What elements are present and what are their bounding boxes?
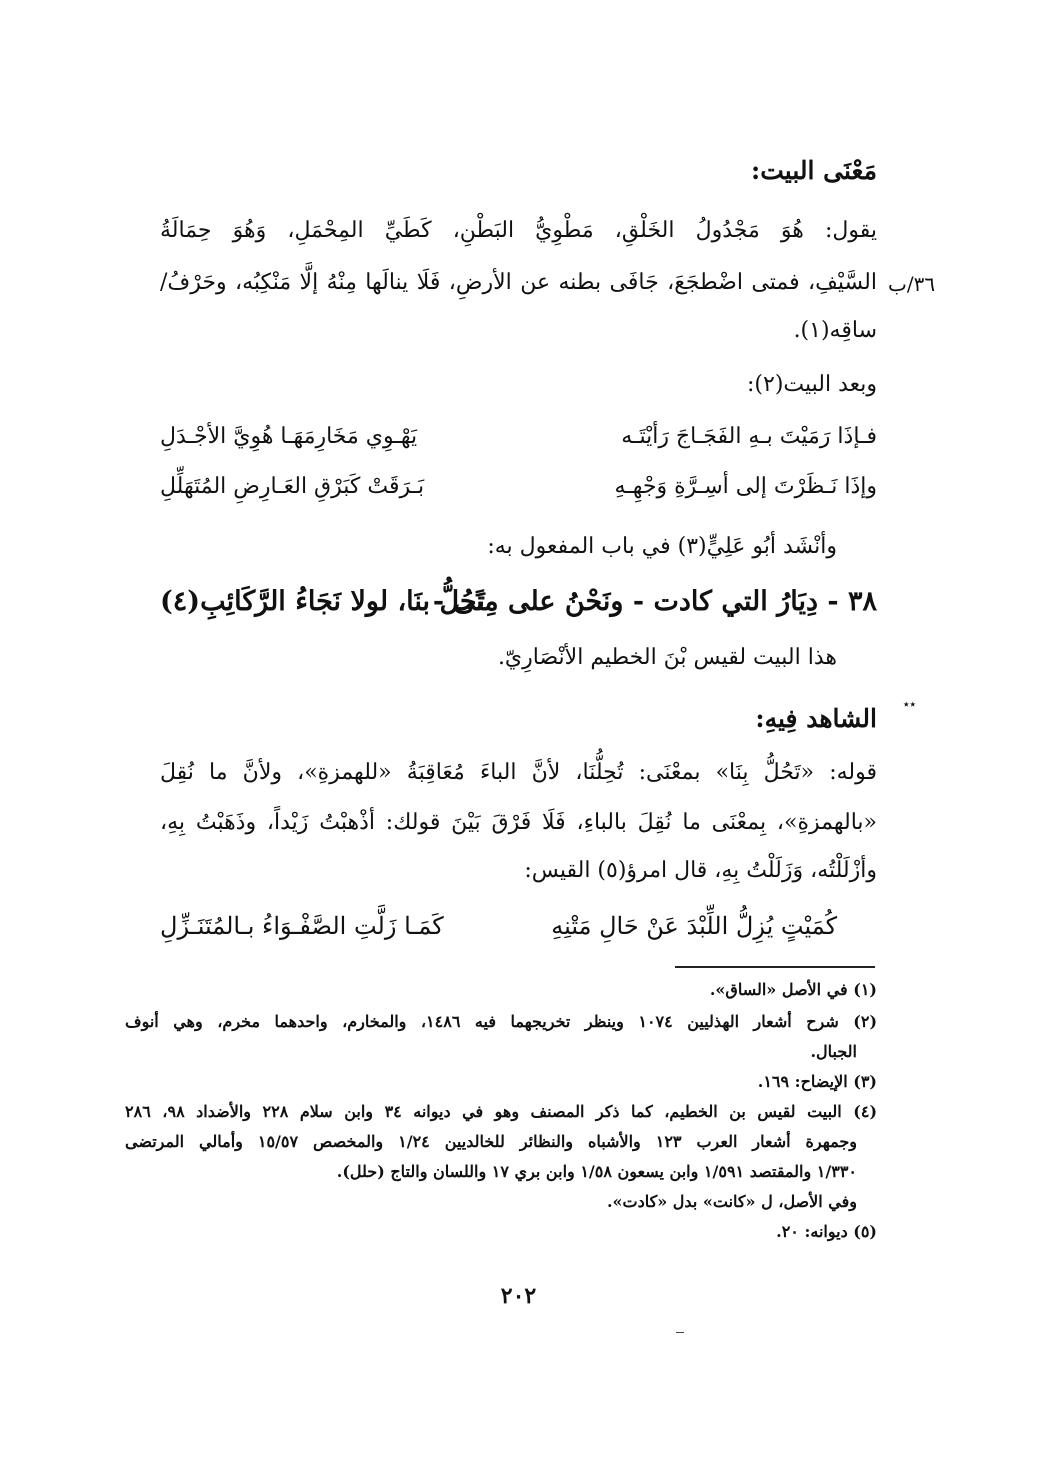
footnote-4-cont3: وفي الأصل، ل «كانت» بدل «كادت». — [606, 1192, 857, 1211]
attribution-line: هذا البيت لقيس بْنَ الخطيم الأنْصَارِيّ. — [497, 645, 837, 670]
abu-ali-line: وأنْشَد أبُو عَلِيٍّ(٣) في باب المفعول به: — [487, 534, 837, 559]
heading-meaning: مَعْنَى البيت: — [751, 156, 877, 185]
footnote-4-cont1: وجمهرة أشعار العرب ١٢٣ والأشباه والنظائر للخالديين ١/٢٤ والمخصص ١٥/٥٧ وأمالي المرتضى — [125, 1132, 858, 1151]
footnote-4-cont2: ١/٣٣٠ والمقتصد ١/٥٩١ وابن يسعون ١/٥٨ وابن بري ١٧ واللسان والتاج (حلل). — [336, 1162, 857, 1181]
after-verse-label: وبعد البيت(٢): — [746, 372, 877, 397]
verse-kumayt-left: كَمَـا زَلَّتِ الصَّفْـوَاءُ بـالمُتَنَـزِّلِ — [160, 912, 444, 940]
para1-line2: السَّيْفِ، فمتى اضْطجَعَ، جَافَى بطنه عن الأرضِ، فَلَا ينالَها مِنْهُ إلَّا مَنْكِبُه، وحَرْفُ/ — [160, 270, 877, 295]
verse2-hemistich-left: بَـرَقَتْ كَبَرْقِ العَـارِضِ المُتَهَلِّلِ — [160, 474, 425, 499]
verse38-hemistich-right: ٣٨ - دِيَارُ التي كادت - ونَحْنُ على مِنًى - — [432, 586, 877, 617]
para1-line1: يقول: هُوَ مَجْدُولُ الخَلْقِ، مَطْوِيُّ البَطْنِ، كَطَيِّ المِحْمَلِ، وَهُوَ حِمَالَةُ — [160, 218, 877, 243]
footnote-1: (١) في الأصل «الساق». — [709, 980, 877, 999]
verse2-hemistich-right: وإذَا نَـظَرْتَ إلى أسِـرَّةِ وَجْهِـهِ — [614, 474, 877, 499]
footnote-3: (٣) الإيضاح: ١٦٩. — [757, 1072, 877, 1091]
margin-folio-note: ٣٦/ب — [888, 272, 936, 296]
footnote-2-cont: الجبال. — [810, 1042, 857, 1061]
footnote-2: (٢) شرح أشعار الهذليين ١٠٧٤ وينظر تخريجهما فيه ١٤٨٦، والمخارم، واحدهما مخرم، وهي أنوف — [125, 1012, 878, 1031]
verse-kumayt-right: كُمَيْتٍ يُزِلُّ اللِّبْدَ عَنْ حَالِ مَتْنِهِ — [551, 912, 837, 940]
footnote-5: (٥) ديوانه: ٢٠. — [776, 1222, 877, 1241]
page-number: ٢٠٢ — [500, 1283, 537, 1309]
heading-witness: الشاهد فِيهِ: — [755, 704, 877, 733]
margin-mark: ٭٭ — [903, 697, 917, 711]
verse1-hemistich-right: فـإذَا رَمَيْتَ بـهِ الفَجَـاجَ رَأيْتَـه — [621, 424, 877, 449]
footnote-4: (٤) البيت لقيس بن الخطيم، كما ذكر المصنف وهو في ديوانه ٣٤ وابن سلام ٢٢٨ والأضداد ٩٨، ٢٨٦ — [125, 1102, 878, 1121]
verse1-hemistich-left: يَهْـوِي مَخَارِمَهَـا هُوِيَّ الأجْـدَلِ — [160, 424, 418, 449]
para2-line1: قوله: «تَحُلُّ بِنَا» بمعْنَى: تُحِلُّنَا، لأنَّ الباءَ مُعَاقِبَةُ «للهمزةِ»، ولأنَّ ما نُقِلَ — [160, 760, 877, 785]
para1-line3: ساقِه(١). — [793, 318, 877, 343]
footnote-separator — [675, 966, 875, 968]
verse38-hemistich-left: تَحُلُّ بنَا، لولا نَجَاءُ الرَّكَائِبِ(٤) — [160, 586, 485, 617]
para2-line3: وأزْلَلْتُه، وَزَلَلْتُ بِهِ، قال امرؤ(٥) القيس: — [524, 858, 877, 883]
para2-line2: «بالهمزةِ»، بِمعْنَى ما نُقِلَ بالباءِ، فَلَا فَرْقَ بَيْنَ قولك: أذْهبْتُ زَيْداً، وذَهَبْتُ بِهِ، — [160, 810, 877, 835]
bottom-mark — [676, 1332, 684, 1333]
